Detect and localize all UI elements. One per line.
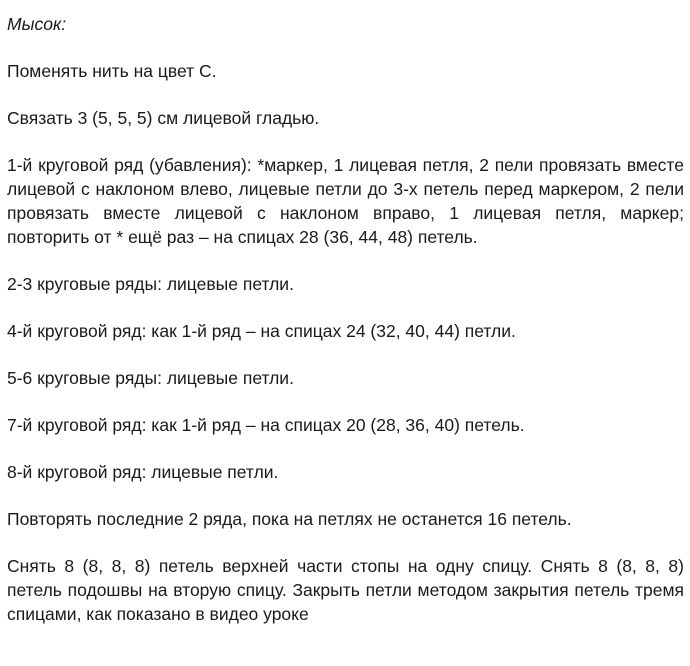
paragraph-change-color: Поменять нить на цвет C. [7, 61, 217, 81]
paragraph-round-4: 4-й круговой ряд: как 1-й ряд – на спицах 24 (32, 40, 44) петли. [7, 321, 516, 341]
paragraph-knit-stockinette: Связать 3 (5, 5, 5) см лицевой гладью. [7, 108, 320, 128]
paragraph-round-7: 7-й круговой ряд: как 1-й ряд – на спицах 20 (28, 36, 40) петель. [7, 415, 525, 435]
paragraph-rounds-2-3: 2-3 круговые ряды: лицевые петли. [7, 274, 294, 294]
paragraph-repeat: Повторять последние 2 ряда, пока на петлях не останется 16 петель. [7, 509, 572, 529]
paragraph-finish: Снять 8 (8, 8, 8) петель верхней части стопы на одну спицу. Снять 8 (8, 8, 8) петель подошвы на вторую спицу. Закрыть петли методом закрытия петель тремя спицами, как показано в видео уроке [7, 556, 684, 624]
paragraph-round-1: 1-й круговой ряд (убавления): *маркер, 1 лицевая петля, 2 пели провязать вместе лицевой с наклоном влево, лицевые петли до 3-х петель перед маркером, 2 пели провязать вместе лицевой с наклоном вправо, 1 лицевая петля, маркер; повторить от * ещё раз – на спицах 28 (36, 44, 48) петель. [7, 155, 684, 247]
section-heading: Мысок: [7, 14, 67, 34]
paragraph-round-8: 8-й круговой ряд: лицевые петли. [7, 462, 279, 482]
paragraph-rounds-5-6: 5-6 круговые ряды: лицевые петли. [7, 368, 294, 388]
